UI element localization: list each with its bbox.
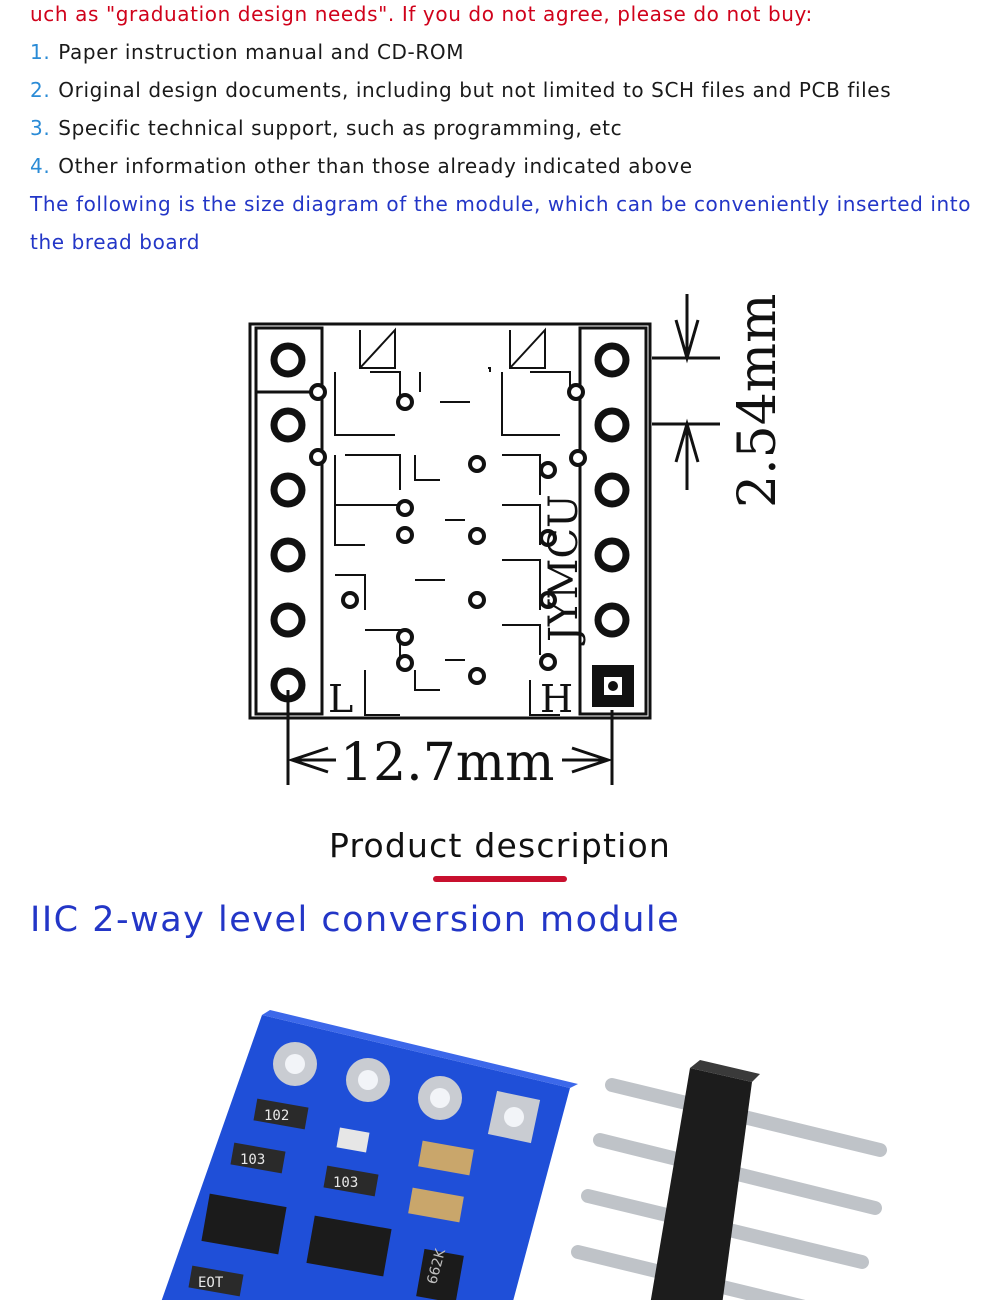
list-number: 1. bbox=[30, 40, 51, 64]
left-pins bbox=[274, 346, 302, 699]
module-product-photo bbox=[0, 960, 1000, 1300]
module-heading: IIC 2-way level conversion module bbox=[30, 900, 681, 940]
list-item bbox=[30, 116, 622, 140]
resistor-label: EOT bbox=[198, 1275, 224, 1291]
silk-mcu-label: JYMCU bbox=[541, 494, 587, 642]
list-text: Paper instruction manual and CD-ROM bbox=[58, 40, 465, 64]
purchase-notice-intro: uch as "graduation design needs". If you do not agree, please do not buy: bbox=[30, 2, 813, 26]
module-size-diagram bbox=[240, 280, 800, 795]
component-outlines bbox=[335, 330, 570, 715]
ic-label: 662K bbox=[424, 1247, 450, 1287]
right-pin-header bbox=[580, 328, 646, 714]
width-label: 12.7mm bbox=[340, 733, 555, 793]
size-note-continued: the bread board bbox=[30, 230, 201, 254]
size-note: The following is the size diagram of the module, which can be conveniently inserted into bbox=[30, 192, 972, 216]
list-item bbox=[30, 78, 891, 102]
list-item bbox=[30, 154, 693, 178]
resistor-label: 102 bbox=[264, 1108, 290, 1124]
list-item bbox=[30, 40, 464, 64]
right-pins bbox=[598, 346, 626, 634]
pitch-label: 2.54mm bbox=[728, 293, 788, 508]
list-text: Specific technical support, such as programming, etc bbox=[58, 116, 623, 140]
pin-header bbox=[578, 1060, 880, 1300]
silk-low-label: L bbox=[328, 677, 354, 721]
resistor-label: 103 bbox=[333, 1175, 359, 1191]
list-number: 3. bbox=[30, 116, 51, 140]
section-title: Product description bbox=[328, 826, 672, 865]
list-text: Original design documents, including but not limited to SCH files and PCB files bbox=[58, 78, 892, 102]
resistor-label: 103 bbox=[240, 1152, 266, 1168]
list-text: Other information other than those already indicated above bbox=[58, 154, 693, 178]
pitch-dimension bbox=[652, 294, 720, 490]
list-number: 4. bbox=[30, 154, 51, 178]
silk-high-label: H bbox=[540, 677, 574, 721]
list-number: 2. bbox=[30, 78, 51, 102]
section-title-underline bbox=[433, 876, 567, 882]
